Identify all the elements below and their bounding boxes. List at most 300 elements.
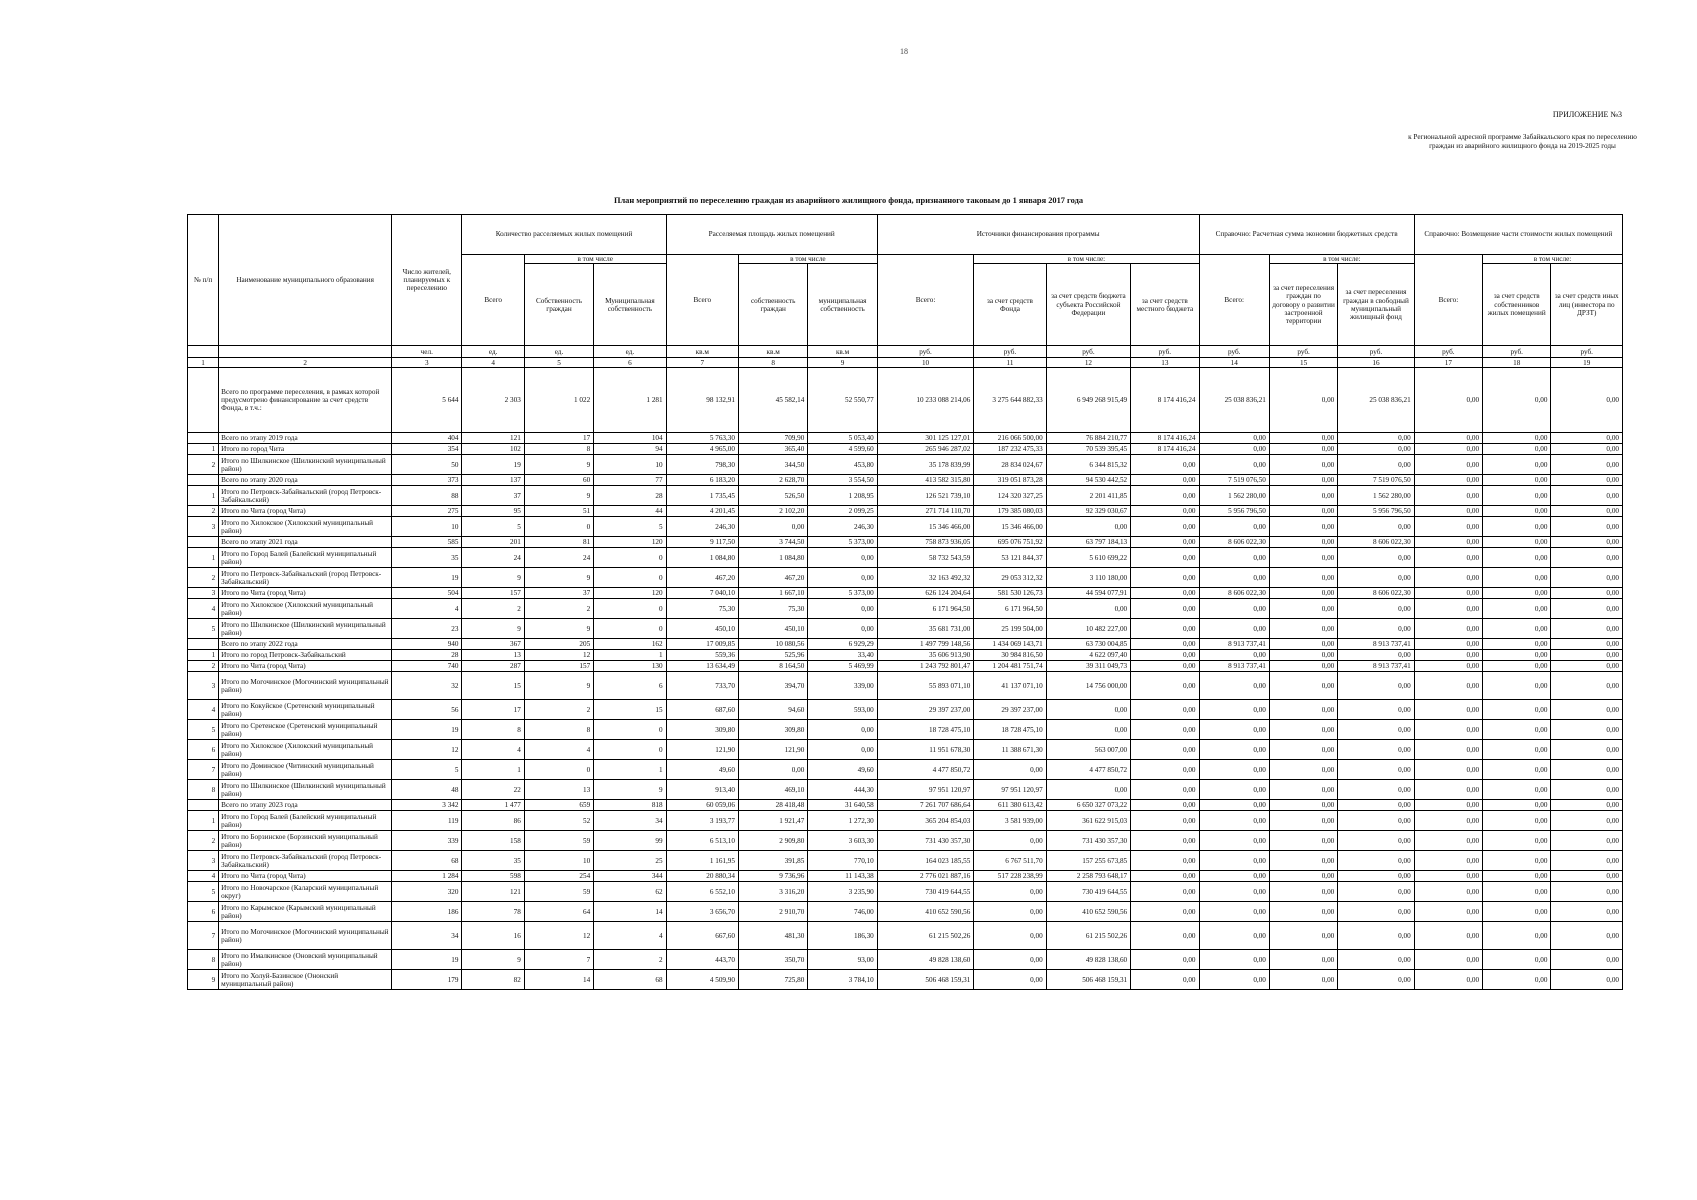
row-number: 1 — [188, 444, 219, 455]
value-cell: 1 562 280,00 — [1338, 486, 1414, 506]
column-number-cell: 17 — [1414, 358, 1482, 368]
table-row — [188, 851, 1623, 871]
value-cell: 506 468 159,31 — [877, 970, 974, 990]
table-row — [188, 950, 1623, 970]
value-cell: 0,00 — [1199, 970, 1269, 990]
value-cell: 0,00 — [1551, 506, 1623, 517]
value-cell: 0,00 — [1269, 882, 1337, 902]
value-cell: 0,00 — [1414, 871, 1482, 882]
value-cell: 0,00 — [1483, 548, 1551, 568]
value-cell: 68 — [392, 851, 462, 871]
value-cell: 49,60 — [666, 760, 738, 780]
value-cell: 0,00 — [1131, 720, 1199, 740]
municipality-name: Итого по Холуй-Базинское (Ононский муниципальный район) — [219, 970, 392, 990]
value-cell: 4 477 850,72 — [1046, 760, 1130, 780]
table-row — [188, 619, 1623, 639]
value-cell: 157 — [462, 588, 524, 599]
value-cell: 0,00 — [1131, 506, 1199, 517]
value-cell: 4 509,90 — [666, 970, 738, 990]
value-cell: 0,00 — [1338, 700, 1414, 720]
value-cell: 0,00 — [1414, 517, 1482, 537]
value-cell: 9 736,96 — [738, 871, 807, 882]
municipality-name: Итого по город Петровск-Забайкальский — [219, 650, 392, 661]
value-cell: 339,00 — [808, 672, 877, 700]
unit-cell: руб. — [1131, 346, 1199, 358]
value-cell: 41 137 071,10 — [974, 672, 1046, 700]
value-cell: 18 728 475,10 — [877, 720, 974, 740]
value-cell: 0 — [594, 568, 666, 588]
value-cell: 1 921,47 — [738, 811, 807, 831]
value-cell: 0,00 — [1199, 619, 1269, 639]
value-cell: 0,00 — [1269, 720, 1337, 740]
value-cell: 443,70 — [666, 950, 738, 970]
unit-cell: ед. — [594, 346, 666, 358]
value-cell: 6 650 327 073,22 — [1046, 800, 1130, 811]
value-cell: 467,20 — [738, 568, 807, 588]
unit-cell: руб. — [1483, 346, 1551, 358]
value-cell: 2 909,80 — [738, 831, 807, 851]
value-cell: 0,00 — [1414, 639, 1482, 650]
value-cell: 0,00 — [1338, 922, 1414, 950]
value-cell: 4 201,45 — [666, 506, 738, 517]
summary-row — [188, 433, 1623, 444]
value-cell: 16 — [462, 922, 524, 950]
value-cell: 157 — [524, 661, 593, 672]
value-cell: 0,00 — [1414, 922, 1482, 950]
value-cell: 0,00 — [1414, 902, 1482, 922]
value-cell: 5 763,30 — [666, 433, 738, 444]
value-cell: 58 732 543,59 — [877, 548, 974, 568]
value-cell: 6 183,20 — [666, 475, 738, 486]
value-cell: 7 — [524, 950, 593, 970]
header-num: № п/п — [188, 215, 219, 346]
value-cell: 0,00 — [1551, 922, 1623, 950]
value-cell: 0,00 — [1414, 661, 1482, 672]
value-cell: 0,00 — [1483, 871, 1551, 882]
value-cell: 659 — [524, 800, 593, 811]
row-number: 6 — [188, 902, 219, 922]
value-cell: 0,00 — [1551, 780, 1623, 800]
value-cell: 0,00 — [1414, 672, 1482, 700]
value-cell: 0,00 — [1338, 672, 1414, 700]
value-cell: 0 — [524, 517, 593, 537]
column-number-cell: 18 — [1483, 358, 1551, 368]
municipality-name: Всего по программе переселения, в рамках которой предусмотрено финансирование за счет средств Фонда, в т.ч.: — [219, 368, 392, 433]
row-number: 4 — [188, 700, 219, 720]
table-row — [188, 831, 1623, 851]
value-cell: 1 208,95 — [808, 486, 877, 506]
value-cell: 0,00 — [1483, 444, 1551, 455]
table-body — [188, 368, 1623, 990]
column-number-cell: 7 — [666, 358, 738, 368]
value-cell: 0,00 — [1483, 650, 1551, 661]
value-cell: 52 — [524, 811, 593, 831]
municipality-name: Итого по Чита (город Чита) — [219, 871, 392, 882]
value-cell: 11 143,38 — [808, 871, 877, 882]
value-cell: 0,00 — [1269, 700, 1337, 720]
value-cell: 0,00 — [1551, 661, 1623, 672]
table-row — [188, 661, 1623, 672]
value-cell: 78 — [462, 902, 524, 922]
value-cell: 0,00 — [1483, 599, 1551, 619]
row-number: 5 — [188, 720, 219, 740]
municipality-name: Итого по Петровск-Забайкальский (город Петровск-Забайкальский) — [219, 851, 392, 871]
value-cell: 60 059,06 — [666, 800, 738, 811]
value-cell: 0,00 — [1414, 444, 1482, 455]
value-cell: 8 606 022,30 — [1338, 537, 1414, 548]
value-cell: 0,00 — [1269, 780, 1337, 800]
value-cell: 56 — [392, 700, 462, 720]
value-cell: 0,00 — [1551, 800, 1623, 811]
value-cell: 585 — [392, 537, 462, 548]
table-row — [188, 700, 1623, 720]
value-cell: 5 644 — [392, 368, 462, 433]
value-cell: 0,00 — [1131, 780, 1199, 800]
value-cell: 9 — [462, 950, 524, 970]
value-cell: 61 215 502,26 — [1046, 922, 1130, 950]
value-cell: 6 552,10 — [666, 882, 738, 902]
value-cell: 0,00 — [1483, 672, 1551, 700]
value-cell: 59 — [524, 831, 593, 851]
value-cell: 12 — [524, 650, 593, 661]
value-cell: 453,80 — [808, 455, 877, 475]
value-cell: 1 161,95 — [666, 851, 738, 871]
value-cell: 1 667,10 — [738, 588, 807, 599]
value-cell: 2 — [524, 700, 593, 720]
value-cell: 124 320 327,25 — [974, 486, 1046, 506]
column-number-cell: 11 — [974, 358, 1046, 368]
value-cell: 0,00 — [1414, 970, 1482, 990]
value-cell: 0,00 — [808, 548, 877, 568]
value-cell: 48 — [392, 780, 462, 800]
header-rooms-citizens: Собственность граждан — [524, 264, 593, 346]
value-cell: 0,00 — [1199, 922, 1269, 950]
value-cell: 563 007,00 — [1046, 740, 1130, 760]
table-row — [188, 517, 1623, 537]
value-cell: 0,00 — [1483, 760, 1551, 780]
value-cell: 63 797 184,13 — [1046, 537, 1130, 548]
value-cell: 1 562 280,00 — [1199, 486, 1269, 506]
value-cell: 354 — [392, 444, 462, 455]
value-cell: 0,00 — [1199, 433, 1269, 444]
value-cell: 0,00 — [1414, 851, 1482, 871]
value-cell: 5 469,99 — [808, 661, 877, 672]
value-cell: 0,00 — [1131, 882, 1199, 902]
row-number: 6 — [188, 740, 219, 760]
value-cell: 0,00 — [1483, 537, 1551, 548]
value-cell: 0,00 — [1269, 433, 1337, 444]
value-cell: 367 — [462, 639, 524, 650]
row-number: 2 — [188, 661, 219, 672]
value-cell: 0,00 — [1269, 950, 1337, 970]
header-residents: Число жителей, планируемых к переселению — [392, 215, 462, 346]
value-cell: 35 606 913,90 — [877, 650, 974, 661]
municipality-name: Итого по Хилокское (Хилокский муниципальный район) — [219, 740, 392, 760]
value-cell: 94,60 — [738, 700, 807, 720]
column-number-cell: 5 — [524, 358, 593, 368]
value-cell: 730 419 644,55 — [877, 882, 974, 902]
municipality-name: Всего по этапу 2023 года — [219, 800, 392, 811]
value-cell: 52 550,77 — [808, 368, 877, 433]
value-cell: 450,10 — [738, 619, 807, 639]
value-cell: 0,00 — [1551, 650, 1623, 661]
column-number-cell: 1 — [188, 358, 219, 368]
unit-cell: руб. — [1199, 346, 1269, 358]
value-cell: 6 767 511,70 — [974, 851, 1046, 871]
value-cell: 0,00 — [1269, 548, 1337, 568]
value-cell: 0,00 — [1131, 517, 1199, 537]
value-cell: 104 — [594, 433, 666, 444]
column-number-cell: 15 — [1269, 358, 1337, 368]
value-cell: 31 640,58 — [808, 800, 877, 811]
summary-row — [188, 475, 1623, 486]
value-cell: 0,00 — [1131, 970, 1199, 990]
value-cell: 7 519 076,50 — [1199, 475, 1269, 486]
value-cell: 0 — [524, 760, 593, 780]
value-cell: 10 — [392, 517, 462, 537]
value-cell: 0,00 — [1483, 740, 1551, 760]
value-cell: 0,00 — [1338, 902, 1414, 922]
value-cell: 4 — [594, 922, 666, 950]
value-cell: 344,50 — [738, 455, 807, 475]
value-cell: 0,00 — [1131, 639, 1199, 650]
row-number: 8 — [188, 780, 219, 800]
table-row — [188, 672, 1623, 700]
value-cell: 0,00 — [1269, 851, 1337, 871]
value-cell: 0,00 — [1131, 740, 1199, 760]
value-cell: 6 171 964,50 — [877, 599, 974, 619]
value-cell: 254 — [524, 871, 593, 882]
value-cell: 740 — [392, 661, 462, 672]
value-cell: 0,00 — [1338, 517, 1414, 537]
row-number: 3 — [188, 851, 219, 871]
header-rooms-municipal: Муниципальная собственность — [594, 264, 666, 346]
header-other: за счет средств иных лиц (инвестора по ДРЗТ) — [1551, 264, 1623, 346]
value-cell: 8 606 022,30 — [1199, 537, 1269, 548]
value-cell: 0,00 — [1414, 650, 1482, 661]
value-cell: 626 124 204,64 — [877, 588, 974, 599]
value-cell: 19 — [392, 720, 462, 740]
value-cell: 0,00 — [1199, 831, 1269, 851]
column-number-cell: 19 — [1551, 358, 1623, 368]
header-savings-total: Всего: — [1199, 255, 1269, 346]
value-cell: 25 — [594, 851, 666, 871]
value-cell: 13 634,49 — [666, 661, 738, 672]
value-cell: 6 929,29 — [808, 639, 877, 650]
value-cell: 120 — [594, 588, 666, 599]
value-cell: 0,00 — [1131, 831, 1199, 851]
row-number: 2 — [188, 831, 219, 851]
value-cell: 64 — [524, 902, 593, 922]
column-number-cell: 10 — [877, 358, 974, 368]
value-cell: 0,00 — [1414, 588, 1482, 599]
row-number: 2 — [188, 568, 219, 588]
value-cell: 88 — [392, 486, 462, 506]
value-cell: 6 171 964,50 — [974, 599, 1046, 619]
value-cell: 12 — [392, 740, 462, 760]
value-cell: 0,00 — [1483, 700, 1551, 720]
units-row — [188, 346, 1623, 358]
row-number: 1 — [188, 548, 219, 568]
value-cell: 49 828 138,60 — [877, 950, 974, 970]
value-cell: 0,00 — [1199, 444, 1269, 455]
value-cell: 525,96 — [738, 650, 807, 661]
table-row — [188, 444, 1623, 455]
value-cell: 0,00 — [1483, 455, 1551, 475]
row-number: 2 — [188, 455, 219, 475]
value-cell: 506 468 159,31 — [1046, 970, 1130, 990]
value-cell: 8 913 737,41 — [1199, 639, 1269, 650]
value-cell: 0,00 — [738, 517, 807, 537]
value-cell: 0,00 — [1131, 922, 1199, 950]
table-row — [188, 760, 1623, 780]
value-cell: 373 — [392, 475, 462, 486]
value-cell: 10 080,56 — [738, 639, 807, 650]
row-number: 8 — [188, 950, 219, 970]
value-cell: 0,00 — [1269, 831, 1337, 851]
header-group-savings: Справочно: Расчетная сумма экономии бюджетных средств — [1199, 215, 1414, 255]
value-cell: 0,00 — [1338, 851, 1414, 871]
resettlement-plan-table — [187, 214, 1623, 990]
municipality-name: Итого по город Чита — [219, 444, 392, 455]
value-cell: 410 652 590,56 — [1046, 902, 1130, 922]
value-cell: 3 110 180,00 — [1046, 568, 1130, 588]
value-cell: 0,00 — [1131, 811, 1199, 831]
header-area-citizens: собственность граждан — [738, 264, 807, 346]
row-number: 9 — [188, 970, 219, 990]
municipality-name: Итого по Шилкинское (Шилкинский муниципальный район) — [219, 455, 392, 475]
value-cell: 2 303 — [462, 368, 524, 433]
value-cell: 6 344 815,32 — [1046, 455, 1130, 475]
value-cell: 0,00 — [1131, 871, 1199, 882]
value-cell: 0,00 — [1199, 599, 1269, 619]
value-cell: 0,00 — [1269, 672, 1337, 700]
value-cell: 469,10 — [738, 780, 807, 800]
value-cell: 0,00 — [1269, 800, 1337, 811]
value-cell: 0,00 — [1131, 475, 1199, 486]
value-cell: 2 — [594, 950, 666, 970]
value-cell: 3 316,20 — [738, 882, 807, 902]
row-number: 4 — [188, 871, 219, 882]
value-cell: 2 628,70 — [738, 475, 807, 486]
value-cell: 37 — [524, 588, 593, 599]
value-cell: 5 — [462, 517, 524, 537]
value-cell: 450,10 — [666, 619, 738, 639]
value-cell: 4 — [462, 740, 524, 760]
value-cell: 746,00 — [808, 902, 877, 922]
value-cell: 14 — [594, 902, 666, 922]
value-cell: 0,00 — [1551, 871, 1623, 882]
page-number: 18 — [900, 47, 908, 56]
table-row — [188, 922, 1623, 950]
row-number: 1 — [188, 486, 219, 506]
value-cell: 28 418,48 — [738, 800, 807, 811]
value-cell: 0,00 — [1046, 517, 1130, 537]
value-cell: 70 539 395,45 — [1046, 444, 1130, 455]
value-cell: 0,00 — [1483, 486, 1551, 506]
table-row — [188, 599, 1623, 619]
value-cell: 0,00 — [974, 902, 1046, 922]
value-cell: 709,90 — [738, 433, 807, 444]
value-cell: 0,00 — [1199, 760, 1269, 780]
value-cell: 0,00 — [1338, 871, 1414, 882]
row-number — [188, 368, 219, 433]
value-cell: 9 — [462, 619, 524, 639]
value-cell: 0,00 — [808, 720, 877, 740]
row-number: 3 — [188, 672, 219, 700]
value-cell: 0,00 — [1269, 475, 1337, 486]
value-cell: 19 — [392, 568, 462, 588]
value-cell: 11 951 678,30 — [877, 740, 974, 760]
value-cell: 24 — [462, 548, 524, 568]
value-cell: 29 397 237,00 — [877, 700, 974, 720]
value-cell: 0,00 — [1338, 800, 1414, 811]
value-cell: 8 606 022,30 — [1199, 588, 1269, 599]
value-cell: 15 346 466,00 — [877, 517, 974, 537]
value-cell: 0,00 — [1131, 619, 1199, 639]
value-cell: 0,00 — [1551, 639, 1623, 650]
municipality-name: Итого по Шилкинское (Шилкинский муниципальный район) — [219, 780, 392, 800]
unit-cell-empty — [219, 346, 392, 358]
value-cell: 0,00 — [1551, 902, 1623, 922]
value-cell: 0,00 — [1338, 650, 1414, 661]
value-cell: 758 873 936,05 — [877, 537, 974, 548]
value-cell: 0,00 — [1269, 517, 1337, 537]
value-cell: 725,80 — [738, 970, 807, 990]
value-cell: 940 — [392, 639, 462, 650]
value-cell: 0,00 — [1338, 760, 1414, 780]
municipality-name: Всего по этапу 2020 года — [219, 475, 392, 486]
value-cell: 12 — [524, 922, 593, 950]
value-cell: 18 728 475,10 — [974, 720, 1046, 740]
row-number: 5 — [188, 619, 219, 639]
value-cell: 2 910,70 — [738, 902, 807, 922]
value-cell: 0,00 — [1483, 661, 1551, 672]
value-cell: 3 744,50 — [738, 537, 807, 548]
value-cell: 7 519 076,50 — [1338, 475, 1414, 486]
value-cell: 0,00 — [1269, 650, 1337, 661]
value-cell: 6 513,10 — [666, 831, 738, 851]
value-cell: 0,00 — [1414, 950, 1482, 970]
value-cell: 0,00 — [1131, 950, 1199, 970]
value-cell: 3 656,70 — [666, 902, 738, 922]
value-cell: 9 — [462, 568, 524, 588]
value-cell: 0,00 — [1551, 720, 1623, 740]
header-area-municipal: муниципальная собственность — [808, 264, 877, 346]
value-cell: 0,00 — [1269, 902, 1337, 922]
value-cell: 0,00 — [1483, 811, 1551, 831]
value-cell: 0,00 — [1046, 700, 1130, 720]
value-cell: 0,00 — [1269, 811, 1337, 831]
value-cell: 0,00 — [1551, 760, 1623, 780]
value-cell: 28 — [392, 650, 462, 661]
header-savings-including: в том числе: — [1269, 255, 1414, 264]
value-cell: 0,00 — [1414, 475, 1482, 486]
value-cell: 32 — [392, 672, 462, 700]
value-cell: 17 — [524, 433, 593, 444]
value-cell: 1 — [462, 760, 524, 780]
value-cell: 0,00 — [974, 922, 1046, 950]
value-cell: 1 022 — [524, 368, 593, 433]
value-cell: 0,00 — [808, 619, 877, 639]
value-cell: 559,36 — [666, 650, 738, 661]
value-cell: 0,00 — [1414, 568, 1482, 588]
value-cell: 0,00 — [1414, 720, 1482, 740]
value-cell: 0 — [594, 599, 666, 619]
value-cell: 0,00 — [1414, 619, 1482, 639]
value-cell: 0,00 — [1199, 902, 1269, 922]
value-cell: 9 — [524, 619, 593, 639]
